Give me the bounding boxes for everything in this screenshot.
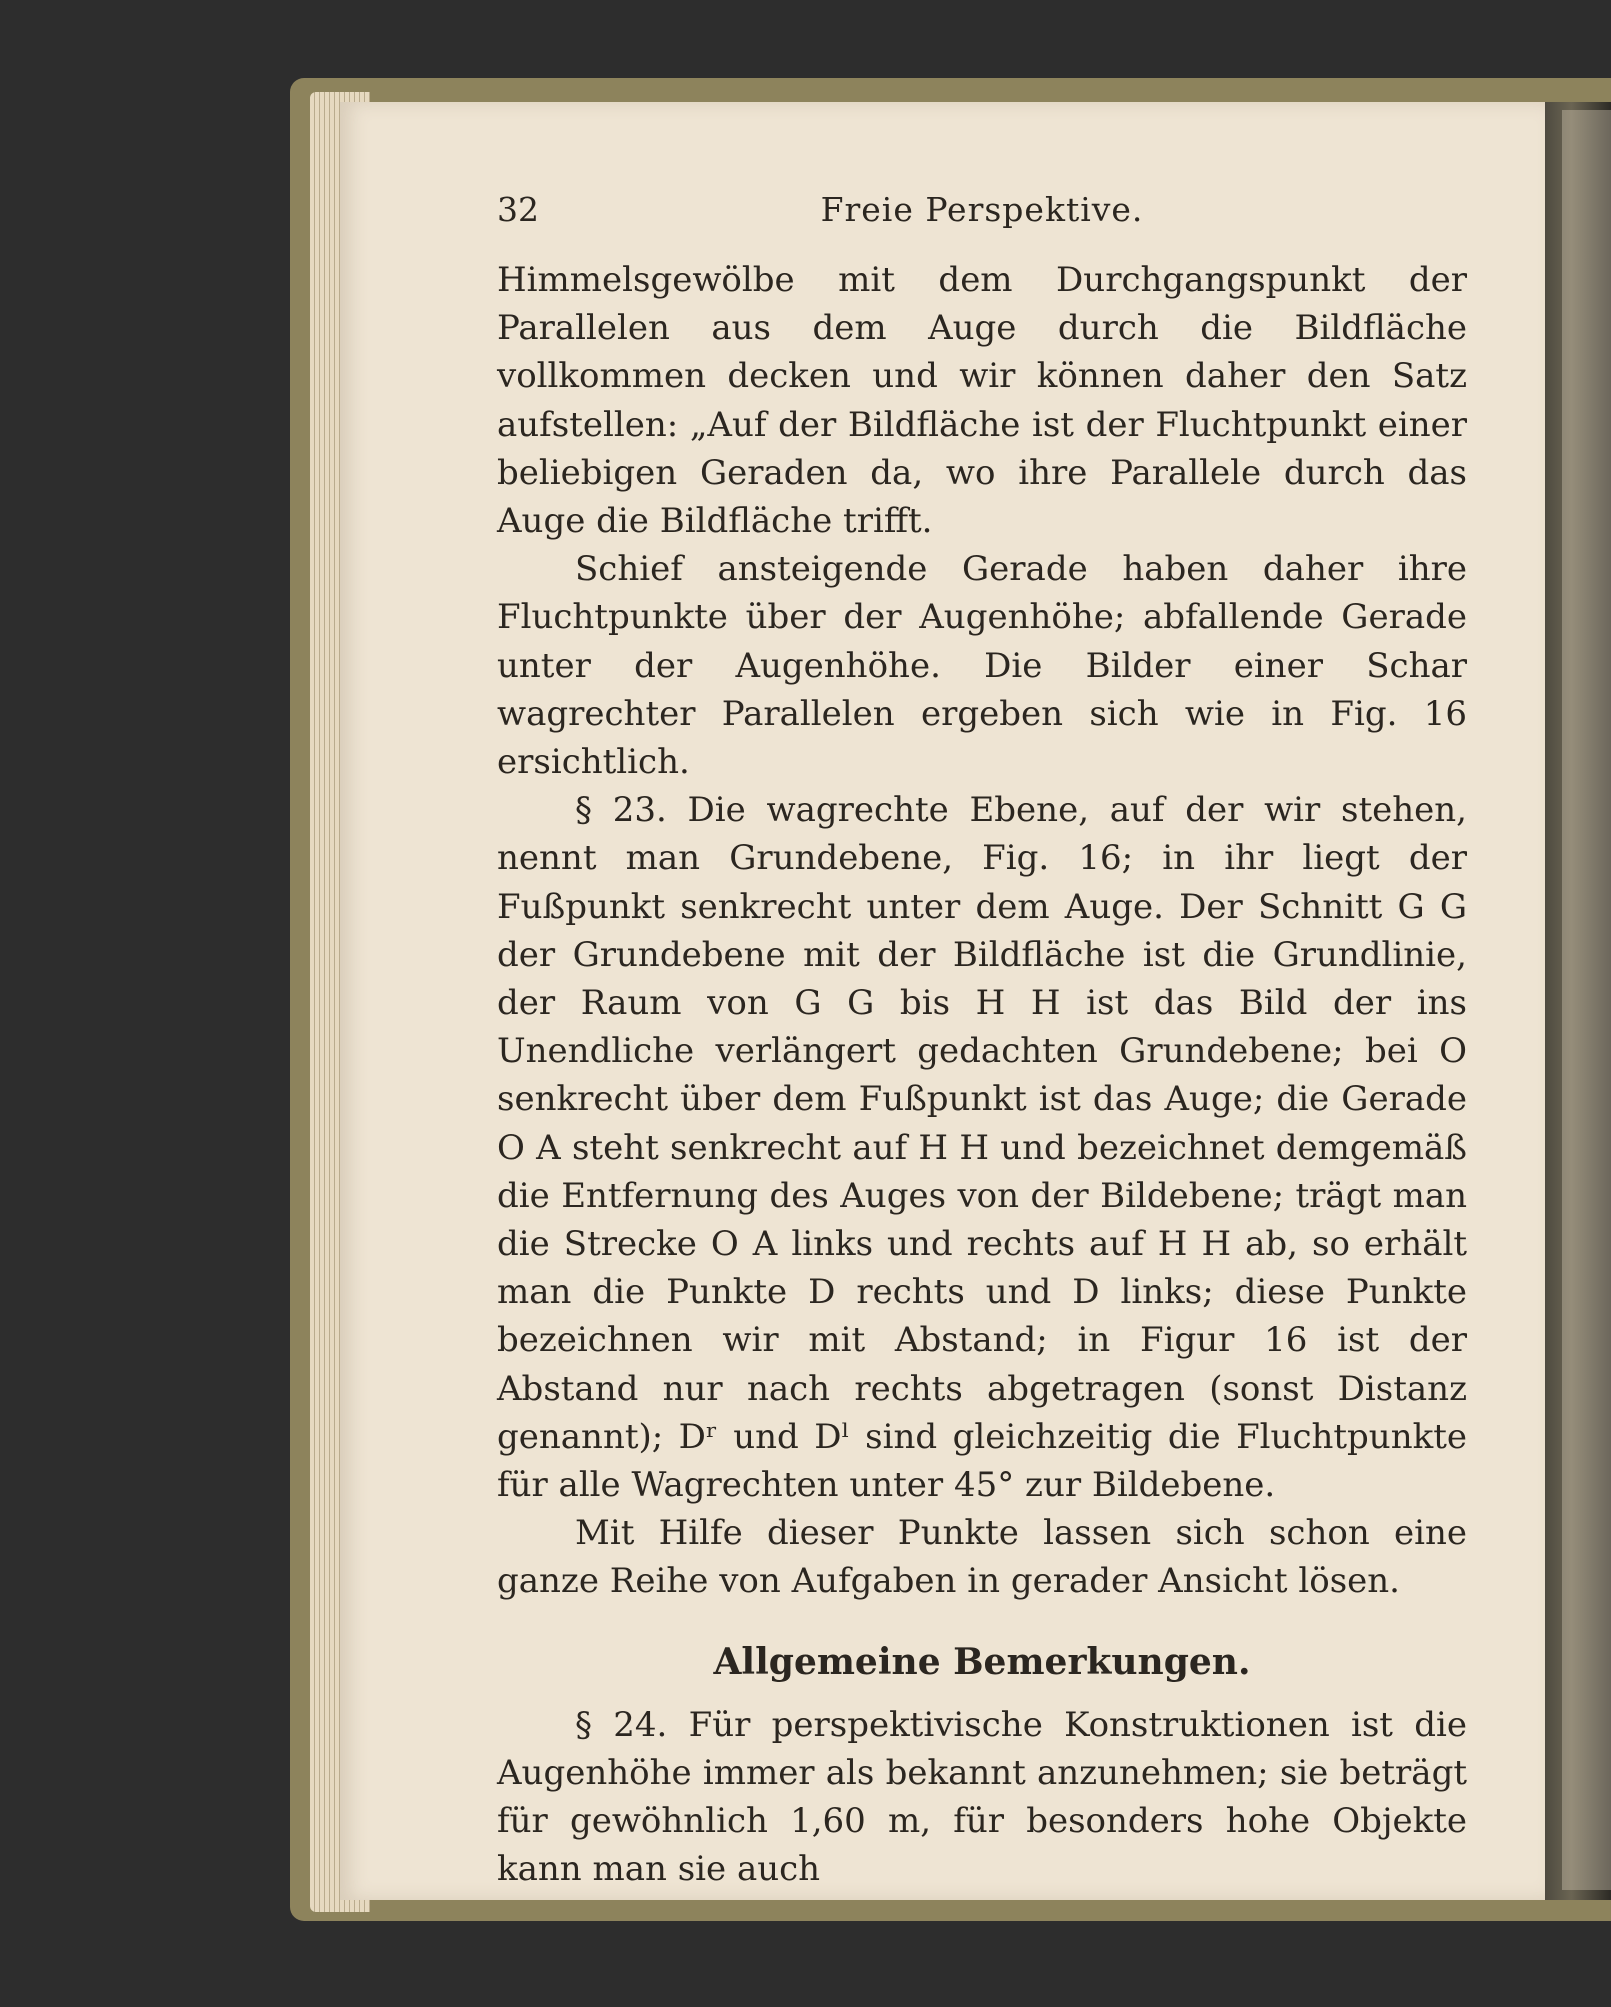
paragraph: Schief ansteigende Gerade haben daher ihre Fluchtpunkte über der Augenhöhe; abfallende Gerade unter der Augenhöhe. Die Bilder einer Schar wagrechter Parallelen ergeben sich wie in Fig. 16 ersichtlich. [497,549,1467,783]
page-body [497,256,1467,1894]
page-number: 32 [497,190,539,229]
next-page-edge [1562,110,1611,1890]
section-heading: Allgemeine Bemerkungen. [713,1640,1251,1683]
paragraph-section-24: § 24. Für perspektivische Konstruktionen ist die Augenhöhe immer als bekannt anzunehmen; sie beträgt für gewöhnlich 1,60 m, für besonders hohe Objekte kann man sie auch [497,1704,1467,1890]
running-title: Freie Perspektive. [820,190,1144,229]
paragraph-continuation: Himmelsgewölbe mit dem Durchgangspunkt der Parallelen aus dem Auge durch die Bildfläche vollkommen decken und wir können daher den Satz aufstellen: „Auf der Bildfläche ist der Fluchtpunkt einer beliebigen Geraden da, wo ihre Parallele durch das Auge die Bildfläche trifft. [497,260,1467,542]
paragraph-section-23: § 23. Die wagrechte Ebene, auf der wir stehen, nennt man Grundebene, Fig. 16; in ihr liegt der Fußpunkt senkrecht unter dem Auge. Der Schnitt G G der Grundebene mit der Bildfläche ist die Grundlinie, der Raum von G G bis H H ist das Bild der ins Unendliche verlängert gedachten Grundebene; bei O senkrecht über dem Fußpunkt ist das Auge; die Gerade O A steht senkrecht auf H H und bezeichnet demgemäß die Entfernung des Auges von der Bildebene; trägt man die Strecke O A links und rechts auf H H ab, so erhält man die Punkte D rechts und D links; diese Punkte bezeichnen wir mit Abstand; in Figur 16 ist der Abstand nur nach rechts abgetragen (sonst Distanz genannt); Dʳ und Dˡ sind gleichzeitig die Fluchtpunkte für alle Wagrechten unter 45° zur Bildebene. [497,790,1467,1506]
page-header [497,190,1467,234]
paragraph: Mit Hilfe dieser Punkte lassen sich schon eine ganze Reihe von Aufgaben in gerader Ansicht lösen. [497,1513,1467,1602]
